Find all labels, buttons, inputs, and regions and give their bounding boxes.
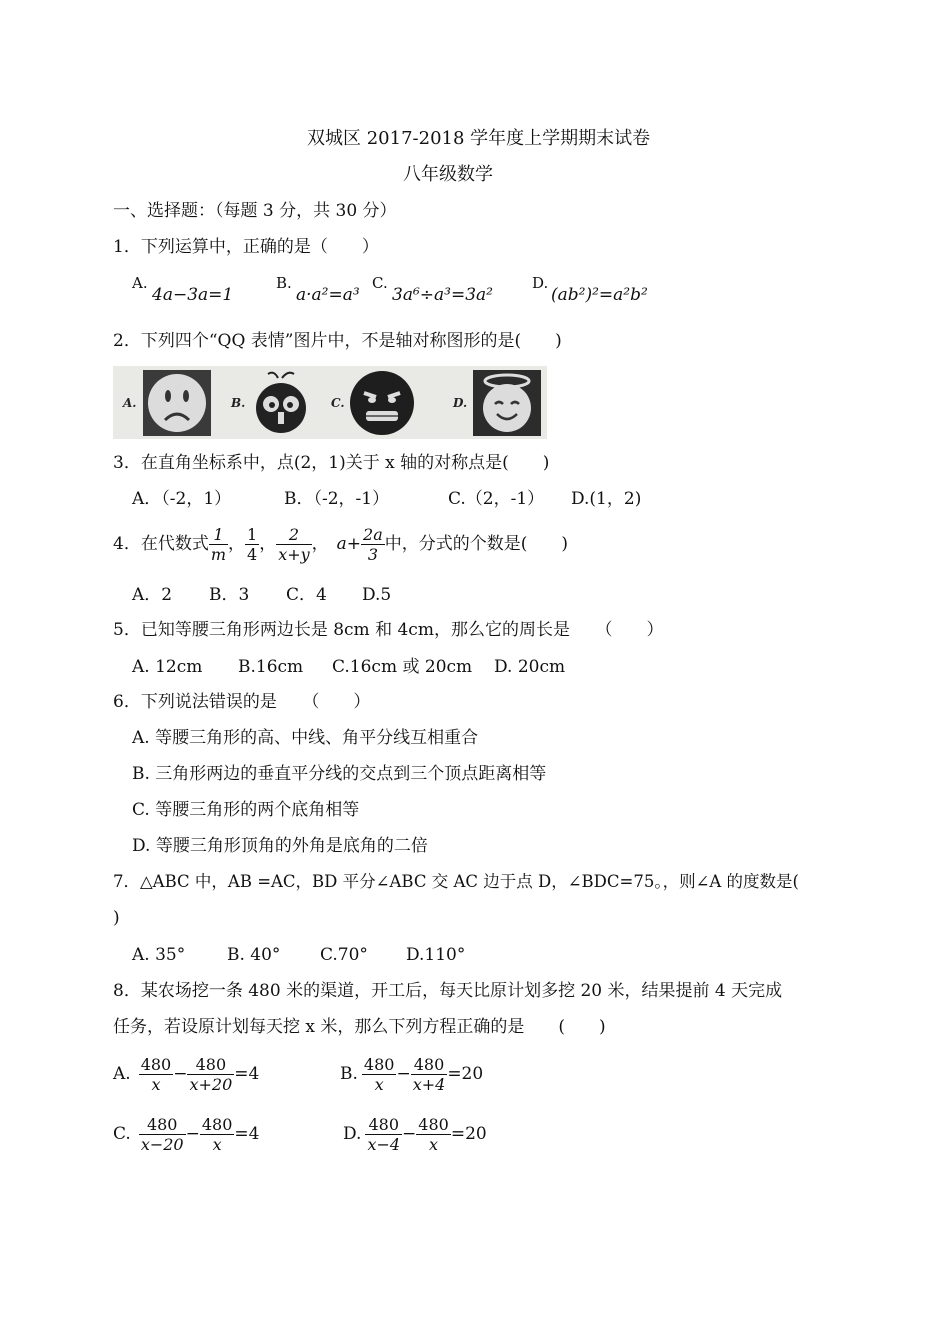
- q4-suffix: 中，分式的个数是( ): [384, 534, 569, 554]
- q8-a-f2-numerator: 480: [187, 1055, 234, 1075]
- q3-option-c: C.（2，-1）: [448, 489, 545, 509]
- q4-f1-denominator: m: [210, 544, 226, 564]
- q6-option-d: D. 等腰三角形顶角的外角是底角的二倍: [132, 836, 428, 856]
- q7-option-c: C.70°: [320, 945, 368, 965]
- q4-fraction-1: [209, 525, 228, 564]
- q6-option-a: A. 等腰三角形的高、中线、角平分线互相重合: [132, 728, 479, 748]
- q5-option-d: D. 20cm: [494, 657, 566, 677]
- q8-c-f1-denominator: x−20: [140, 1134, 184, 1154]
- q8-d-fraction-1: [365, 1115, 402, 1154]
- q3-option-d: D.(1，2): [571, 489, 642, 509]
- q8-a-f2-denominator: x+20: [189, 1074, 233, 1094]
- q8-a-fraction-2: [187, 1055, 234, 1094]
- q8-option-d: D. $\frac{480}{x-4}$ − $\frac{480}{x}$ =20: [343, 1112, 487, 1156]
- question-6-stem: 6．下列说法错误的是 （ ）: [113, 692, 371, 712]
- q4-option-d: D.5: [362, 585, 392, 605]
- q4-f4-denominator: 3: [367, 544, 378, 564]
- q8-c-fraction-2: [200, 1115, 235, 1154]
- question-4-stem: 4．在代数式 $\frac{1}{m}$ ， $\frac{1}{4}$ ， $\frac{2}{x+y}$ ， a+ $\frac{2a}{3}$ 中，分式的个数是( ): [113, 522, 568, 566]
- q8-d-f2-denominator: x: [429, 1134, 439, 1154]
- q4-f3-denominator: x+y: [278, 544, 310, 564]
- q5-option-b: B.16cm: [238, 657, 304, 677]
- q1-option-b-label: B.: [276, 274, 292, 292]
- q4-f2-numerator: 1: [247, 524, 258, 544]
- q4-f4-numerator: 2a: [363, 524, 383, 544]
- question-5-stem: 5．已知等腰三角形两边长是 8cm 和 4cm，那么它的周长是 （ ）: [113, 620, 664, 640]
- q7-option-a: A. 35°: [132, 945, 186, 965]
- q7-option-b: B. 40°: [227, 945, 281, 965]
- q8-b-f1-denominator: x: [374, 1074, 384, 1094]
- question-1-stem: 1．下列运算中，正确的是（ ）: [113, 237, 379, 257]
- section-heading: 一、选择题：（每题 3 分，共 30 分）: [113, 201, 397, 221]
- q8-b-fraction-1: [362, 1055, 397, 1094]
- angry-face-icon: [346, 369, 418, 437]
- q4-fraction-2: [245, 525, 259, 564]
- q8-c-fraction-1: [139, 1115, 186, 1154]
- q1-option-d-math: (ab²)²=a²b²: [551, 285, 648, 305]
- q4-prefix: 4．在代数式: [113, 534, 209, 554]
- q4-fraction-4: [361, 525, 385, 564]
- question-7-stem-line1: 7．△ABC 中，AB =AC，BD 平分∠ABC 交 AC 边于点 D，∠BDC=75。，则∠A 的度数是(: [113, 872, 799, 891]
- q8-d-fraction-2: [416, 1115, 451, 1154]
- q8-option-b: B. $\frac{480}{x}$ − $\frac{480}{x+4}$ =20: [340, 1052, 483, 1096]
- q8-option-a-label: A.: [113, 1064, 131, 1084]
- image-label-a: A.: [123, 396, 137, 410]
- q1-option-d-label: D.: [532, 274, 549, 292]
- q8-option-c: C. $\frac{480}{x-20}$ − $\frac{480}{x}$ =4: [113, 1112, 259, 1156]
- q8-b-f2-numerator: 480: [411, 1055, 448, 1075]
- q4-f1-numerator: 1: [209, 525, 228, 545]
- q7-option-d: D.110°: [406, 945, 466, 965]
- q8-option-d-label: D.: [343, 1124, 362, 1144]
- sad-face-icon: [143, 370, 211, 436]
- q8-d-f1-denominator: x−4: [367, 1134, 401, 1154]
- bird-face-icon: [248, 370, 314, 436]
- q3-option-b: B．（-2，-1）: [284, 489, 390, 509]
- q8-option-c-label: C.: [113, 1124, 131, 1144]
- q1-option-a-math: 4a−3a=1: [152, 285, 234, 305]
- page-title: 双城区 2017-2018 学年度上学期期末试卷: [307, 128, 651, 149]
- q8-c-f2-numerator: 480: [201, 1114, 233, 1134]
- q8-b-rhs: =20: [447, 1064, 484, 1084]
- q4-option-c: C．4: [286, 585, 327, 605]
- page-subtitle: 八年级数学: [403, 164, 493, 185]
- q8-option-b-label: B.: [340, 1064, 358, 1084]
- q8-a-fraction-1: [139, 1055, 174, 1094]
- q8-d-rhs: =20: [450, 1124, 487, 1144]
- q1-option-b-math: a·a²=a³: [296, 285, 360, 305]
- question-2-stem: 2．下列四个“QQ 表情”图片中，不是轴对称图形的是( ): [113, 331, 562, 351]
- q8-a-f1-denominator: x: [151, 1074, 161, 1094]
- q8-b-f1-numerator: 480: [363, 1054, 395, 1074]
- image-label-c: C.: [331, 396, 345, 410]
- q6-option-b: B. 三角形两边的垂直平分线的交点到三个顶点距离相等: [132, 764, 547, 784]
- q8-a-f1-numerator: 480: [140, 1054, 172, 1074]
- q4-f2-denominator: 4: [247, 544, 258, 564]
- q8-b-fraction-2: [411, 1055, 448, 1094]
- question-7-stem-line2: ): [113, 908, 120, 928]
- q8-c-rhs: =4: [234, 1124, 260, 1144]
- q4-option-a: A．2: [132, 585, 173, 605]
- image-label-d: D.: [453, 396, 468, 410]
- q8-a-rhs: =4: [234, 1064, 260, 1084]
- question-3-stem: 3．在直角坐标系中，点(2，1)关于 x 轴的对称点是( ): [113, 453, 550, 473]
- q4-fraction-3: [276, 525, 311, 564]
- q1-option-c-math: 3a⁶÷a³=3a²: [392, 285, 493, 305]
- q1-option-c-label: C.: [372, 274, 388, 292]
- q1-option-a-label: A.: [132, 274, 148, 292]
- question-8-stem-line2: 任务，若设原计划每天挖 x 米，那么下列方程正确的是 ( ): [113, 1017, 606, 1037]
- q5-option-a: A. 12cm: [132, 657, 203, 677]
- angel-face-icon: [473, 370, 541, 436]
- image-label-b: B.: [231, 396, 246, 410]
- q8-b-f2-denominator: x+4: [412, 1074, 446, 1094]
- q8-c-f2-denominator: x: [212, 1134, 222, 1154]
- qq-emoji-image-strip: [113, 366, 547, 439]
- q8-option-a: A. $\frac{480}{x}$ − $\frac{480}{x+20}$ =4: [113, 1052, 259, 1096]
- q8-d-f2-numerator: 480: [418, 1114, 449, 1134]
- q8-c-f1-numerator: 480: [139, 1115, 186, 1135]
- question-8-stem-line1: 8．某农场挖一条 480 米的渠道，开工后，每天比原计划多挖 20 米，结果提前 4 天完成: [113, 981, 783, 1001]
- q5-option-c: C.16cm 或 20cm: [332, 657, 473, 677]
- q3-option-a: A．（-2，1）: [132, 489, 232, 509]
- q4-f4-lead: a+: [336, 534, 362, 554]
- q6-option-c: C. 等腰三角形的两个底角相等: [132, 800, 360, 820]
- q8-d-f1-numerator: 480: [365, 1115, 402, 1135]
- q4-f3-numerator: 2: [276, 525, 311, 545]
- q4-option-b: B．3: [209, 585, 250, 605]
